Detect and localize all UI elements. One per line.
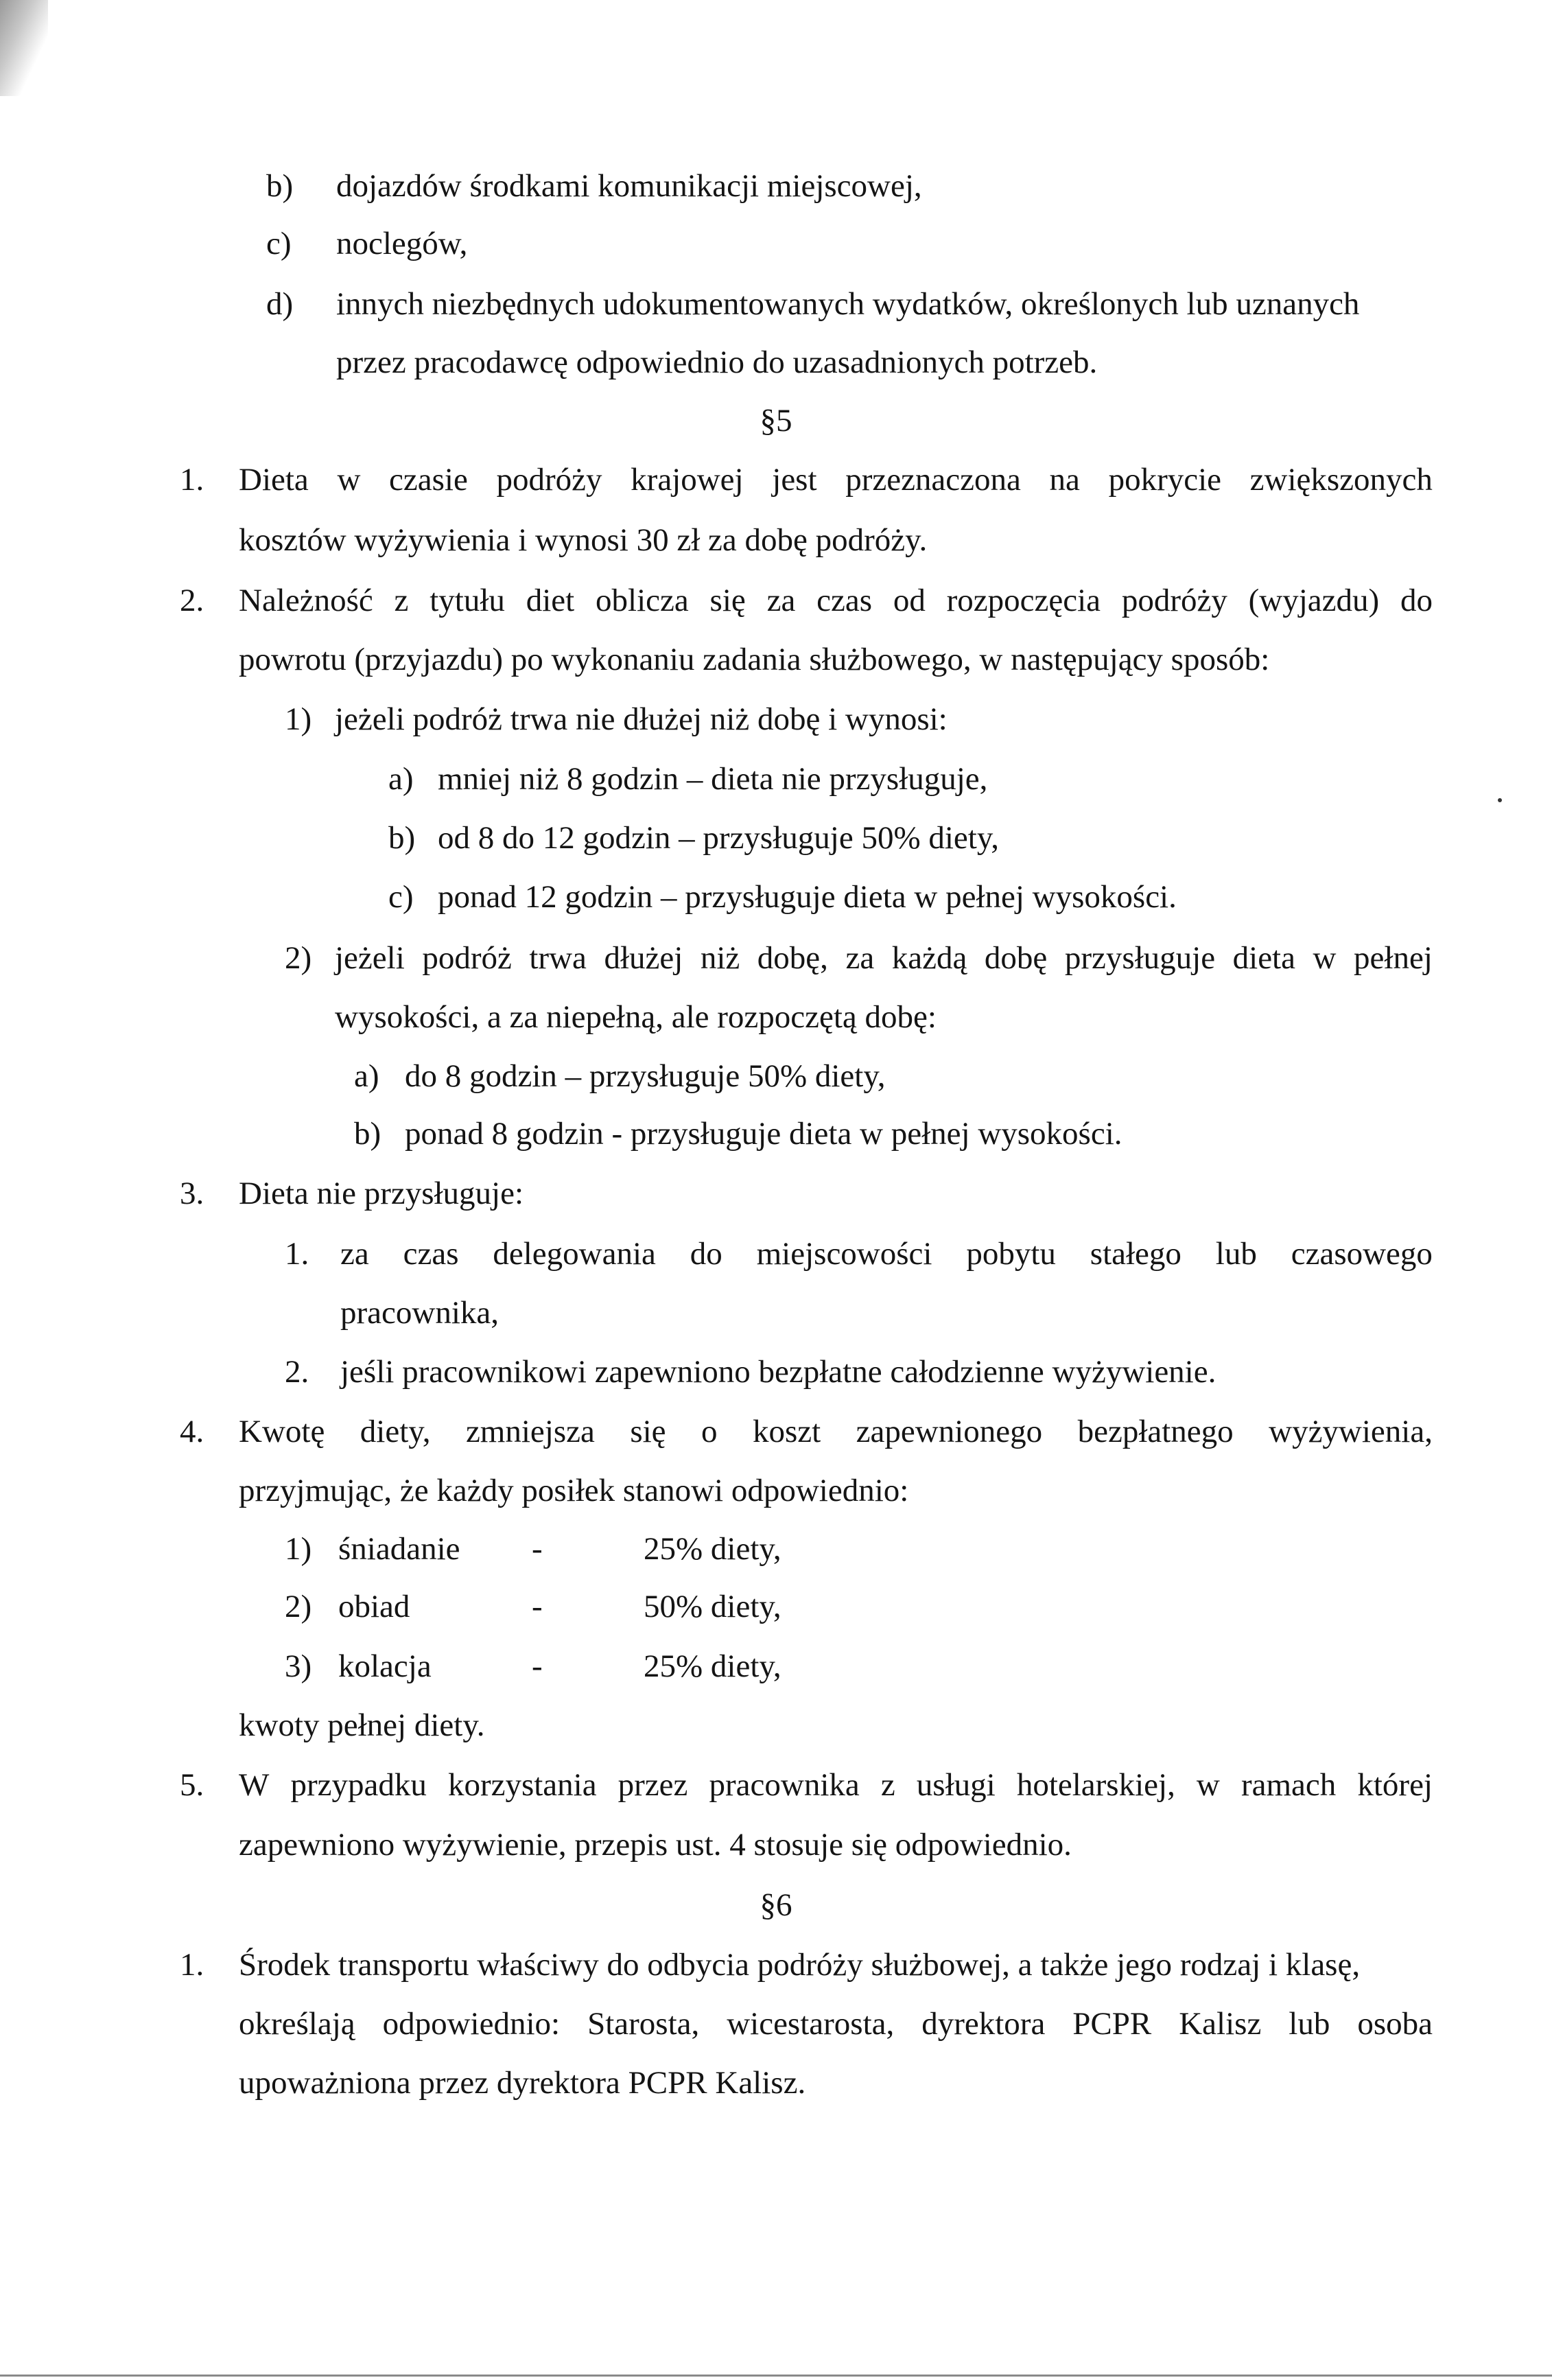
item-marker: c) [266,226,292,261]
item-marker: 1. [285,1236,309,1272]
word: delegowania [493,1236,656,1272]
word: krajowej [631,462,744,498]
word: (wyjazdu) [1248,583,1380,618]
word: do [690,1236,722,1272]
item-marker: 4. [180,1414,204,1449]
word: dłużej [604,940,683,976]
word: pracownika [709,1767,860,1803]
word: do [1400,583,1433,618]
word: Kwotę [239,1414,325,1449]
word: z [880,1767,895,1803]
word: się [709,583,746,618]
word: miejscowości [756,1236,932,1272]
text-line: zapewniono wyżywienie, przepis ust. 4 stosuje się odpowiednio. [239,1827,1072,1863]
word: przypadku [290,1767,427,1803]
word: zmniejsza [465,1414,595,1449]
text-line: ponad 12 godzin – przysługuje dieta w pełnej wysokości. [438,879,1177,915]
text-line: Środek transportu właściwy do odbycia podróży służbowej, a także jego rodzaj i klasę, [239,1947,1361,1983]
meal-share: 25% diety, [644,1648,781,1684]
word: Należność [239,583,373,618]
section-heading: §5 [760,403,792,439]
word: za [340,1236,369,1272]
word: wicestarosta, [727,2006,895,2042]
word: przez [618,1767,688,1803]
meal-dash: - [532,1648,543,1684]
word: lub [1289,2006,1330,2042]
word: pobytu [966,1236,1056,1272]
word: usługi [916,1767,996,1803]
word: rozpoczęcia [946,583,1101,618]
text-line: kosztów wyżywienia i wynosi 30 zł za dobę podróży. [239,522,928,558]
meal-dash: - [532,1589,543,1624]
text-line-justified [239,1416,1433,1448]
item-marker: 2) [285,1589,312,1624]
word: z [394,583,409,618]
scan-corner-shadow [0,0,48,96]
word: której [1357,1767,1433,1803]
item-marker: a) [354,1058,379,1094]
word: w [1196,1767,1220,1803]
word: od [893,583,926,618]
word: przysługuje [1064,940,1216,976]
item-marker: 1. [180,462,204,498]
word: na [1049,462,1080,498]
word: jest [772,462,817,498]
scan-speck [1498,798,1502,802]
word: czasie [389,462,468,498]
word: w [1313,940,1337,976]
word: wyżywienia, [1269,1414,1433,1449]
text-line: od 8 do 12 godzin – przysługuje 50% diety, [438,820,1000,856]
word: określają [239,2006,355,2042]
item-marker: b) [388,820,416,856]
text-line: wysokości, a za niepełną, ale rozpoczętą dobę: [335,999,937,1035]
text-line-justified [335,942,1433,975]
word: podróży [1121,583,1227,618]
text-line: powrotu (przyjazdu) po wykonaniu zadania służbowego, w następujący sposób: [239,642,1270,677]
text-line: przez pracodawcę odpowiednio do uzasadnionych potrzeb. [336,345,1098,380]
item-marker: 1. [180,1947,204,1983]
word: Dieta [239,462,309,498]
text-line-justified [239,464,1433,496]
word: tytułu [430,583,505,618]
word: się [630,1414,666,1449]
word: osoba [1357,2006,1433,2042]
text-line: przyjmując, że każdy posiłek stanowi odpowiednio: [239,1473,909,1508]
meal-share: 50% diety, [644,1589,781,1624]
item-marker: c) [388,879,414,915]
item-marker: 1) [285,1531,312,1567]
text-line: innych niezbędnych udokumentowanych wydatków, określonych lub uznanych [336,286,1360,322]
word: trwa [529,940,587,976]
text-line-justified [239,585,1433,617]
word: niż [700,940,740,976]
text-line: do 8 godzin – przysługuje 50% diety, [405,1058,886,1094]
item-marker: 2) [285,940,312,976]
word: dyrektora [921,2006,1046,2042]
scan-bottom-edge [0,2375,1552,2377]
text-line: jeżeli podróż trwa nie dłużej niż dobę i wynosi: [335,701,948,737]
item-marker: 3. [180,1176,204,1211]
word: korzystania [447,1767,597,1803]
word: każdą [891,940,967,976]
word: o [701,1414,718,1449]
text-line-justified [239,2008,1433,2040]
word: czasowego [1291,1236,1433,1272]
word: lub [1215,1236,1257,1272]
word: jeżeli [335,940,405,976]
item-marker: 2. [180,583,204,618]
word: diet [526,583,575,618]
meal-name: kolacja [338,1648,432,1684]
word: pokrycie [1108,462,1222,498]
word: przeznaczona [845,462,1021,498]
item-marker: 5. [180,1767,204,1803]
word: za [766,583,796,618]
text-line: Dieta nie przysługuje: [239,1176,524,1211]
text-line-justified [340,1238,1433,1270]
word: bezpłatnego [1077,1414,1234,1449]
item-marker: b) [266,168,294,204]
item-marker: b) [354,1116,381,1152]
word: czas [403,1236,459,1272]
word: Starosta, [587,2006,700,2042]
item-marker: a) [388,761,414,797]
text-line: jeśli pracownikowi zapewniono bezpłatne całodzienne wyżywienie. [340,1354,1216,1390]
word: czas [816,583,872,618]
word: Kalisz [1179,2006,1262,2042]
text-line: kwoty pełnej diety. [239,1707,485,1743]
text-line-justified [239,1769,1433,1801]
word: koszt [752,1414,821,1449]
text-line: mniej niż 8 godzin – dieta nie przysługuje, [438,761,988,797]
word: W [239,1767,270,1803]
meal-share: 25% diety, [644,1531,781,1567]
item-marker: 3) [285,1648,312,1684]
word: podróży [496,462,602,498]
word: odpowiednio: [382,2006,561,2042]
item-marker: 1) [285,701,312,737]
meal-name: obiad [338,1589,410,1624]
word: stałego [1090,1236,1181,1272]
word: w [337,462,361,498]
text-line: ponad 8 godzin - przysługuje dieta w pełnej wysokości. [405,1116,1122,1152]
word: oblicza [596,583,689,618]
word: za [845,940,875,976]
text-line: dojazdów środkami komunikacji miejscowej, [336,168,922,204]
word: PCPR [1072,2006,1152,2042]
meal-dash: - [532,1531,543,1567]
word: dieta [1232,940,1295,976]
word: diety, [360,1414,431,1449]
meal-name: śniadanie [338,1531,460,1567]
word: dobę, [757,940,828,976]
item-marker: d) [266,286,294,322]
text-line: noclegów, [336,226,468,261]
word: podróż [422,940,512,976]
word: dobę [984,940,1048,976]
item-marker: 2. [285,1354,309,1390]
word: zapewnionego [856,1414,1043,1449]
text-line: upoważniona przez dyrektora PCPR Kalisz. [239,2065,806,2101]
word: ramach [1241,1767,1337,1803]
text-line: pracownika, [340,1295,499,1331]
word: zwiększonych [1249,462,1433,498]
word: pełnej [1354,940,1433,976]
word: hotelarskiej, [1016,1767,1175,1803]
section-heading: §6 [760,1887,792,1923]
